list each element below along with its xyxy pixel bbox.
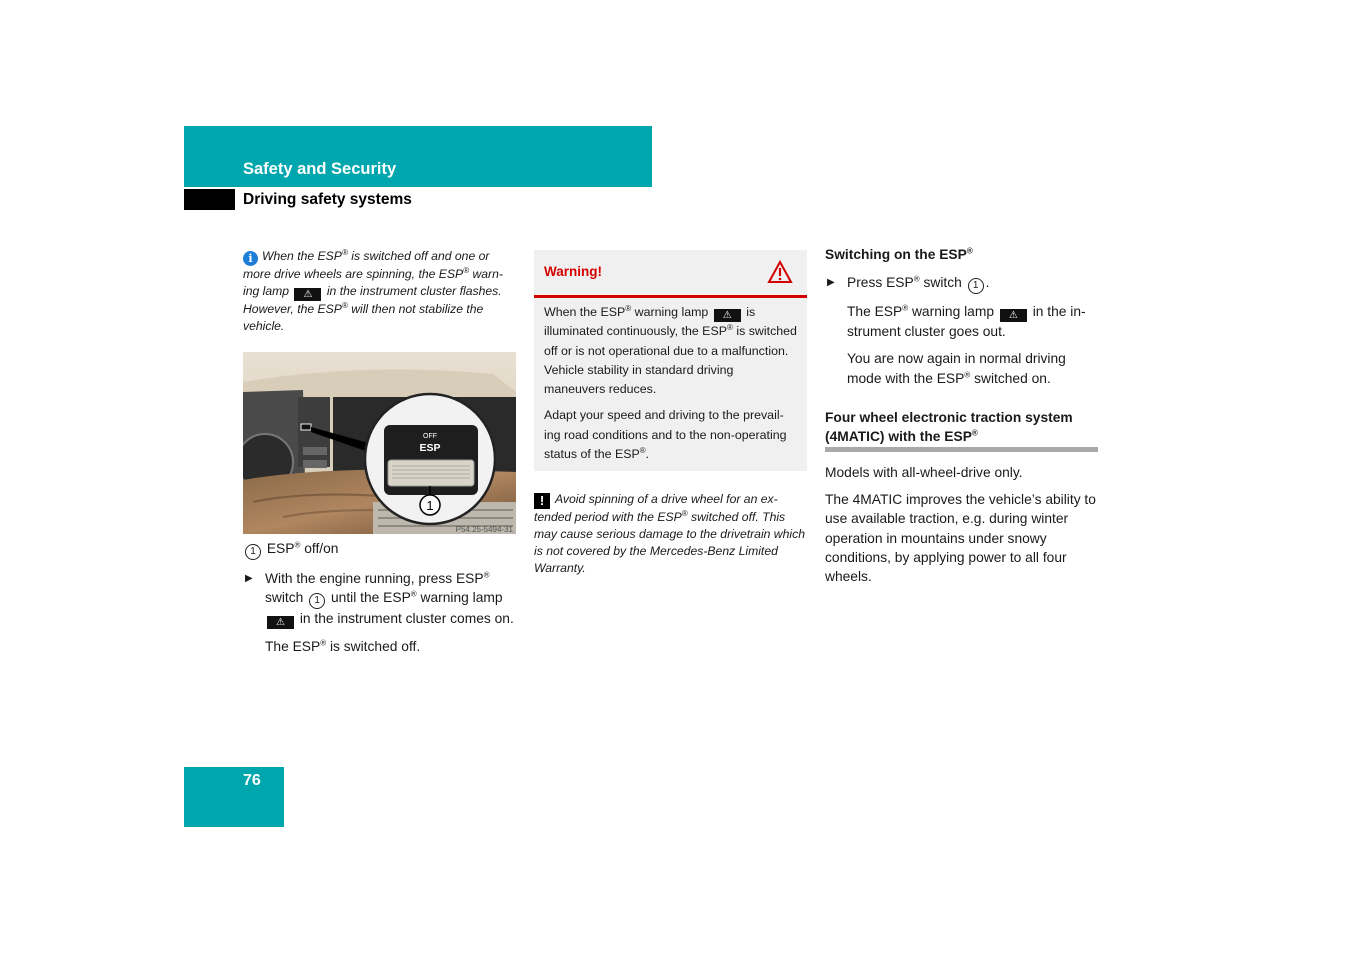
paragraph-models: Models with all-wheel-drive only. [825,464,1023,480]
esp-warning-lamp-icon: ⚠ [714,309,741,322]
page-number-box [184,767,284,827]
switch-off-label: OFF [423,433,437,440]
step-switch-on: ▶ Press ESP® switch 1 . [825,273,1098,294]
warning-header [534,250,807,298]
esp-warning-lamp-icon: ⚠ [294,288,321,301]
paragraph-4matic: The 4MATIC improves the vehicle’s ability to use available traction, e.g. during winter operation in mountains under snowy conditions, by applying power to all four wheels. [825,492,1096,585]
figure-caption: 1 ESP® off/on [243,539,516,560]
bullet-arrow-icon: ▶ [245,573,253,584]
figure-callout-1: 1 [426,498,434,513]
switch-esp-label: ESP [419,442,441,454]
step-switch-off: ▶ With the engine running, press ESP® switch 1 until the ESP® warning lamp ⚠ in the instrument cluster comes on. [245,570,514,629]
section-title: Safety and Security [243,160,397,178]
column-right [825,245,1098,587]
callout-1-icon: 1 [245,544,261,560]
esp-warning-lamp-icon: ⚠ [267,616,294,629]
info-note: i When the ESP® is switched off and one or more drive wheels are spinning, the ESP® warn-ing lamp ⚠ in the instrument cluster flashes. However, the ESP® will then not stabilize the vehicle. [243,247,503,333]
warning-body [534,298,807,471]
bullet-arrow-icon: ▶ [827,277,835,288]
caution-note: ! Avoid spinning of a drive wheel for an ex-tended period with the ESP® switched off. This may cause serious damage to the drivetrain which is not covered by the Mercedes-Benz Limited Warranty. [534,492,805,576]
page-number: 76 [243,772,261,789]
warning-triangle-icon [767,260,793,284]
esp-warning-lamp-icon: ⚠ [1000,309,1027,322]
warning-paragraph-1: When the ESP® warning lamp ⚠ is illuminated continuously, the ESP® is switched off or is not operational due to a malfunction. Vehicle stability in standard driving maneuvers reduces. [544,303,797,397]
result-switched-off: The ESP® is switched off. [265,638,421,655]
subsection-title: Driving safety systems [243,191,412,208]
exclamation-icon: ! [534,493,550,509]
info-icon: i [243,251,258,266]
warning-box [534,250,807,471]
warning-paragraph-2: Adapt your speed and driving to the prevail-ing road conditions and to the non-operating status of the ESP®. [544,408,787,462]
column-middle [534,250,807,590]
header-marker [184,189,235,210]
column-left [243,248,516,657]
heading-switching-on: Switching on the ESP® [825,246,973,262]
result-normal-mode: You are now again in normal driving mode with the ESP® switched on. [847,351,1066,386]
heading-4matic: Four wheel electronic traction system (4MATIC) with the ESP® [825,408,1098,452]
callout-1-icon: 1 [968,278,984,294]
warning-label: Warning! [544,264,602,279]
esp-switch-figure [243,352,516,534]
result-lamp-out: The ESP® warning lamp ⚠ in the in-strument cluster goes out. [847,303,1086,339]
dashboard-illustration [243,352,516,534]
figure-ref: P54.25-5494-31 [455,525,513,534]
callout-1-icon: 1 [309,593,325,609]
